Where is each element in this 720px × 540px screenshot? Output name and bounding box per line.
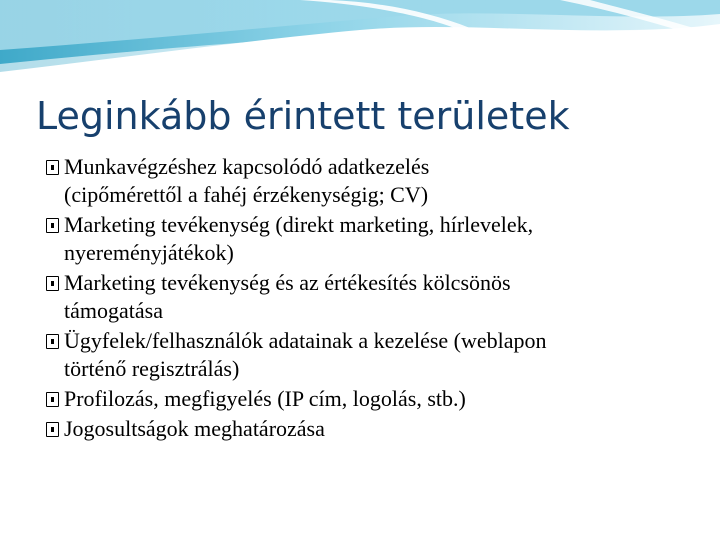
list-item bbox=[44, 153, 704, 209]
bullet-text-line: Ügyfelek/felhasználók adatainak a kezelése (weblapon bbox=[64, 328, 547, 353]
square-bullet-icon bbox=[46, 276, 59, 291]
list-item bbox=[44, 211, 704, 267]
square-bullet-icon bbox=[46, 334, 59, 349]
square-bullet-icon bbox=[46, 422, 59, 437]
list-item bbox=[44, 385, 704, 413]
square-bullet-icon bbox=[46, 160, 59, 175]
list-item bbox=[44, 269, 704, 325]
bullet-text-line: Jogosultságok meghatározása bbox=[64, 416, 325, 441]
bullet-text-line: (cipőmérettől a fahéj érzékenységig; CV) bbox=[64, 182, 429, 207]
bullet-text-line: Marketing tevékenység és az értékesítés kölcsönös bbox=[64, 270, 511, 295]
list-item bbox=[44, 327, 704, 383]
square-bullet-icon bbox=[46, 392, 59, 407]
list-item bbox=[44, 415, 704, 443]
slide-title: Leginkább érintett területek bbox=[36, 94, 570, 138]
square-bullet-icon bbox=[46, 218, 59, 233]
bullet-text-line: történő regisztrálás) bbox=[64, 356, 240, 381]
bullet-text-line: Marketing tevékenység (direkt marketing, hírlevelek, bbox=[64, 212, 534, 237]
header-wave-decoration bbox=[0, 0, 720, 80]
bullet-text-line: nyereményjátékok) bbox=[64, 240, 234, 265]
bullet-text-line: Munkavégzéshez kapcsolódó adatkezelés bbox=[64, 154, 430, 179]
bullet-text-line: Profilozás, megfigyelés (IP cím, logolás, stb.) bbox=[64, 386, 466, 411]
bullet-list bbox=[44, 153, 704, 445]
bullet-text-line: támogatása bbox=[64, 298, 163, 323]
